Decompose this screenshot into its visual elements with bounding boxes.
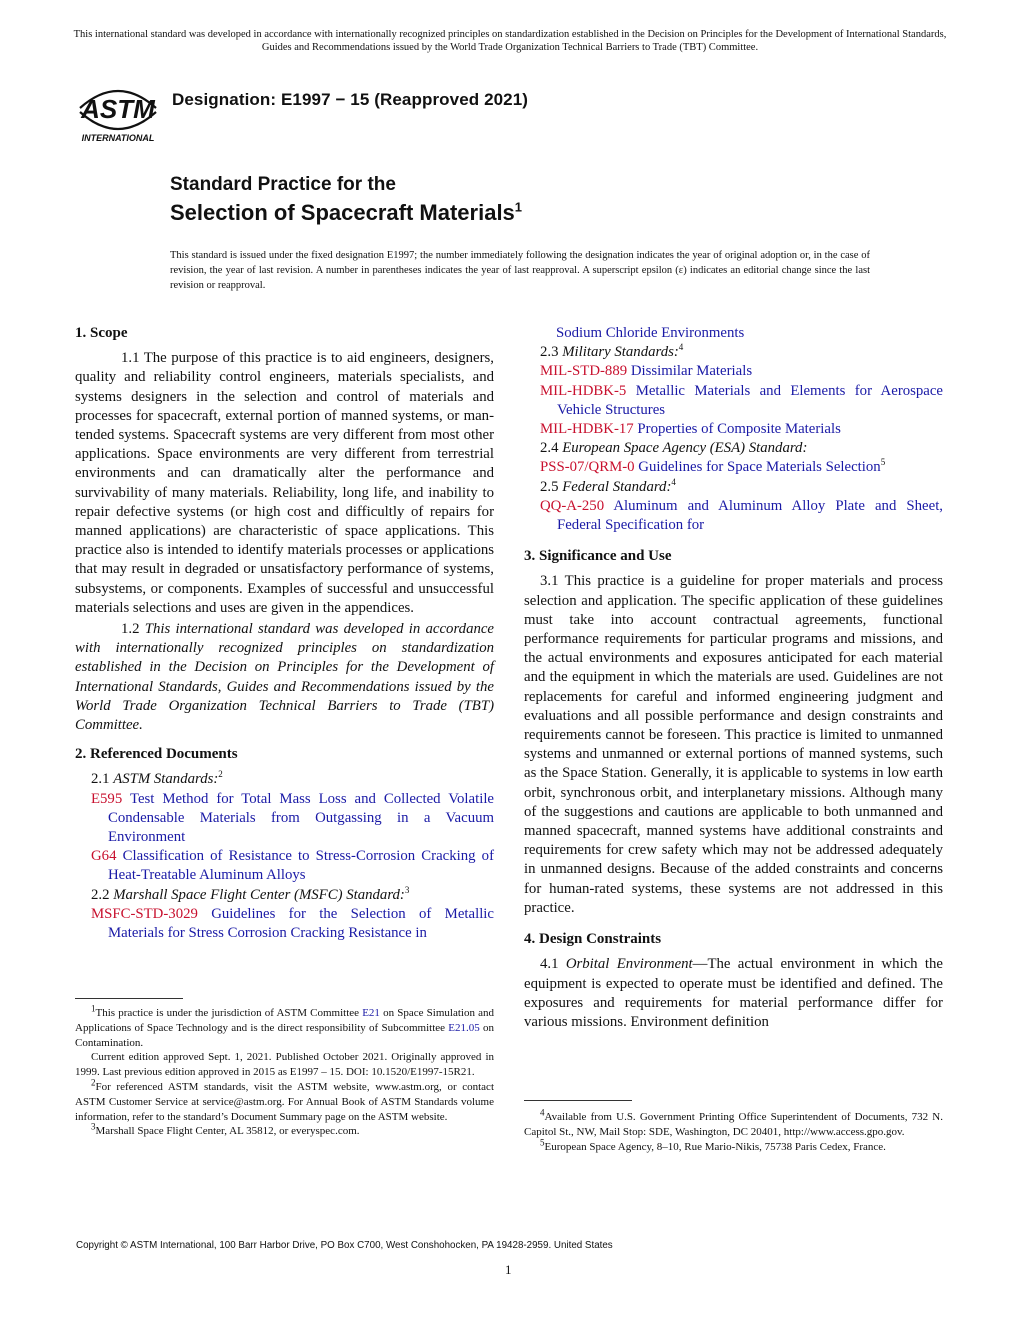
section-2-2-label: Marshall Space Flight Center (MSFC) Standard: (113, 886, 405, 903)
ref-mil-hdbk-5-code[interactable]: MIL-HDBK-5 (540, 382, 627, 399)
footnote-2-text: For referenced ASTM standards, visit the ASTM website, www.astm.org, or contact ASTM Customer Service at service@astm.org. For Annual Book of ASTM Standards volume information, refer to the standard’s Document Summary page on the ASTM website. (75, 1080, 494, 1123)
ref-e595 (91, 790, 494, 848)
section-2-3-num: 2.3 (540, 344, 559, 361)
title-footnote-mark: 1 (514, 199, 523, 215)
para-3-1: 3.1 This practice is a guideline for proper materials and process selection and application. The specific application of these guidelines must take into account contractual agreements, functional performance requirements for particular programs and missions, and the actual environments and exposures anticipated for each material and the equipment in which the materials are used. Guidelines are not replacements for careful and informed engineering judgment and evaluations and all possible performance and design constraints and requirements cannot be foreseen. This practice is limited to unmanned systems and unmanned or external portions of manned systems, such as the Space Station. Generally, it is applicable to systems in low earth orbit, synchronous orbit, and interplanetary missions. Although many of the suggestions and cautions are applicable to both unmanned and manned spacecraft, manned systems have additional constraints and requirements for crew safety which may not be addressed adequately in unmanned designs. Because of the added constraints and concerns for human-rated systems, these systems are not addressed in this practice. (524, 573, 943, 916)
significance-heading: 3. Significance and Use (524, 548, 672, 565)
copyright: Copyright © ASTM International, 100 Barr Harbor Drive, PO Box C700, West Conshohocken, PA 19428-2959. United States (76, 1240, 613, 1251)
ref-mil-hdbk-17 (540, 420, 943, 439)
footnote-2 (75, 1077, 494, 1124)
footnote-3 (75, 1121, 494, 1139)
footnote-1-text-c: on Contamination. (75, 1021, 494, 1049)
left-column (75, 324, 494, 943)
trade-notice: This international standard was developed in accordance with internationally recognized principles on standardization established in the Decision on Principles for the Development of International Standards, Guides and Recommendations issued by the World Trade Organization Technical Barriers to Trade (TBT) Committee. (73, 29, 947, 53)
ref-msfc (91, 905, 494, 943)
section-2-2-num: 2.2 (91, 886, 110, 903)
ref-mil-hdbk-17-title[interactable]: Properties of Composite Materials (637, 421, 841, 438)
title-text: Selection of Spacecraft Materials (170, 200, 515, 225)
section-2-1-num: 2.1 (91, 771, 110, 788)
title-line-2 (170, 200, 522, 226)
footnote-4 (524, 1107, 943, 1140)
issue-statement: This standard is issued under the fixed designation E1997; the number immediately following the designation indicates the year of original adoption or, in the case of revision, the year of last revision. A number in parentheses indicates the year of last reapproval. A superscript epsilon (ε) indicates an editorial change since the last revision or reapproval. (170, 250, 870, 291)
footnote-5-num: 5 (540, 1136, 545, 1147)
right-column (524, 324, 943, 1032)
footnotes-right (524, 1107, 943, 1154)
ref-mil-hdbk-5 (540, 382, 943, 420)
title-line-1: Standard Practice for the (170, 174, 396, 195)
footnote-4-num: 4 (540, 1107, 545, 1118)
ref-pss (540, 458, 943, 477)
section-2-2-sup: 3 (404, 884, 410, 895)
para-1-2-num: 1.2 (121, 621, 140, 638)
ref-g64-title[interactable]: Classification of Resistance to Stress-Corrosion Cracking of Heat-Treatable Aluminum Alloys (108, 848, 494, 884)
section-2-3 (524, 343, 943, 362)
ref-msfc-code[interactable]: MSFC-STD-3029 (91, 905, 198, 922)
footnote-3-num: 3 (91, 1121, 96, 1132)
ref-e595-code[interactable]: E595 (91, 790, 123, 807)
ref-mil-std-889-code[interactable]: MIL-STD-889 (540, 363, 628, 380)
ref-pss-sup: 5 (880, 457, 886, 468)
para-1-2-text: This international standard was developed in accordance with internationally recognized principles on standardization established in the Decision on Principles for the Development of International Standards, Guides and Recommendations issued by the World Trade Organization Technical Barriers to Trade (TBT) Committee. (75, 621, 494, 734)
footnote-rule-right (524, 1100, 632, 1101)
section-2-4-label: European Space Agency (ESA) Standard: (562, 440, 808, 457)
section-2-1-sup: 2 (218, 769, 223, 780)
ref-e595-title[interactable]: Test Method for Total Mass Loss and Collected Volatile Condensable Materials from Outgassing in a Vacuum Environment (108, 790, 495, 846)
section-2-4-num: 2.4 (540, 440, 559, 457)
section-2-5-label: Federal Standard: (562, 478, 672, 495)
section-2-1 (75, 770, 494, 789)
footnote-5-text: European Space Agency, 8–10, Rue Mario-Nikis, 75738 Paris Cedex, France. (544, 1140, 886, 1153)
ref-g64 (91, 847, 494, 885)
footnote-1-link-e2105[interactable]: E21.05 (448, 1021, 480, 1034)
para-4-1-label: Orbital Environment (565, 956, 693, 973)
footnote-1-text-b: on Space Simulation and Applications of Space Technology and is the direct responsibility of Subcommittee (75, 1007, 494, 1034)
ref-qq-a-250 (540, 497, 943, 535)
section-2-5-num: 2.5 (540, 478, 559, 495)
ref-msfc-continued[interactable]: Sodium Chloride Environments (556, 325, 745, 341)
designation: Designation: E1997 − 15 (Reapproved 2021) (172, 90, 529, 109)
para-1-1: 1.1 The purpose of this practice is to aid engineers, designers, quality and reliability control engineers, materials specialists, and systems designers in the selection and control of materials and processes for spacecraft, external portion of manned systems, or man-tended systems. Spacecraft systems are very different from most other applications. Space environments are very different from terrestrial environments and can dramatically alter the performance and survivability of many materials. Reliability, long life, and inability to repair defective systems (or high cost and difficultly of repairs for manned applications) are characteristic of space applications. This practice also is intended to identify materials processes or applications that may result in degraded or unsatisfactory performance of systems, subsystems, or components. Examples of successful and unsuccessful materials selections and uses are given in the appendices. (75, 350, 494, 616)
footnote-3-text: Marshall Space Flight Center, AL 35812, or everyspec.com. (95, 1125, 360, 1138)
footnote-2-num: 2 (91, 1077, 96, 1088)
footnote-1-edition: Current edition approved Sept. 1, 2021. Published October 2021. Originally approved in 1999. Last previous edition approved in 2015 as E1997 – 15. DOI: 10.1520/E1997-15R21. (75, 1051, 494, 1079)
ref-mil-std-889-title[interactable]: Dissimilar Materials (630, 363, 753, 380)
footnote-5 (524, 1136, 943, 1155)
design-constraints-heading: 4. Design Constraints (524, 931, 662, 948)
footnote-1-num: 1 (91, 1003, 96, 1014)
section-2-3-label: Military Standards: (562, 344, 679, 361)
page-number: 1 (505, 1262, 512, 1277)
scope-heading: 1. Scope (75, 325, 128, 341)
ref-mil-hdbk-5-title[interactable]: Metallic Materials and Elements for Aerospace Vehicle Structures (557, 382, 944, 418)
footnotes-left (75, 1003, 494, 1139)
para-4-1-text: —The actual environment in which the equipment is expected to operate must be identified and defined. The exposures and requirements for material performance differ for various missions. Environment definition (524, 956, 943, 1030)
footnote-1-text-a: This practice is under the jurisdiction of ASTM Committee (95, 1007, 360, 1019)
para-1-2 (75, 620, 494, 735)
ref-qq-a-250-title[interactable]: Aluminum and Aluminum Alloy Plate and Sheet, Federal Specification for (557, 497, 943, 534)
ref-msfc-title[interactable]: Guidelines for the Selection of Metallic Materials for Stress Corrosion Cracking Resistance in (108, 905, 494, 942)
section-2-5-sup: 4 (671, 476, 676, 487)
logo-subtext: INTERNATIONAL (81, 133, 155, 143)
section-2-3-sup: 4 (678, 342, 684, 353)
para-4-1-num: 4.1 (540, 956, 559, 973)
section-2-2 (75, 886, 494, 905)
footnote-1-link-e21[interactable]: E21 (362, 1007, 380, 1019)
ref-mil-hdbk-17-code[interactable]: MIL-HDBK-17 (540, 421, 634, 438)
refdocs-heading: 2. Referenced Documents (75, 746, 238, 763)
ref-mil-std-889 (540, 362, 943, 381)
footnote-rule-left (75, 998, 183, 999)
ref-qq-a-250-code[interactable]: QQ-A-250 (540, 497, 605, 514)
footnote-4-text: Available from U.S. Government Printing Office Superintendent of Documents, 732 N. Capitol St., NW, Mail Stop: SDE, Washington, DC 20401, http://www.access.gpo.gov. (524, 1111, 943, 1138)
section-2-1-label: ASTM Standards: (113, 771, 219, 788)
ref-pss-code[interactable]: PSS-07/QRM-0 (540, 459, 635, 476)
astm-logo (74, 72, 162, 144)
para-4-1 (524, 955, 943, 1032)
ref-pss-title[interactable]: Guidelines for Space Materials Selection (638, 459, 881, 476)
ref-g64-code[interactable]: G64 (91, 848, 117, 865)
logo-text: ASTM (81, 94, 155, 124)
footnote-1 (75, 1003, 494, 1050)
section-2-5 (524, 478, 943, 497)
section-2-4 (524, 439, 943, 458)
